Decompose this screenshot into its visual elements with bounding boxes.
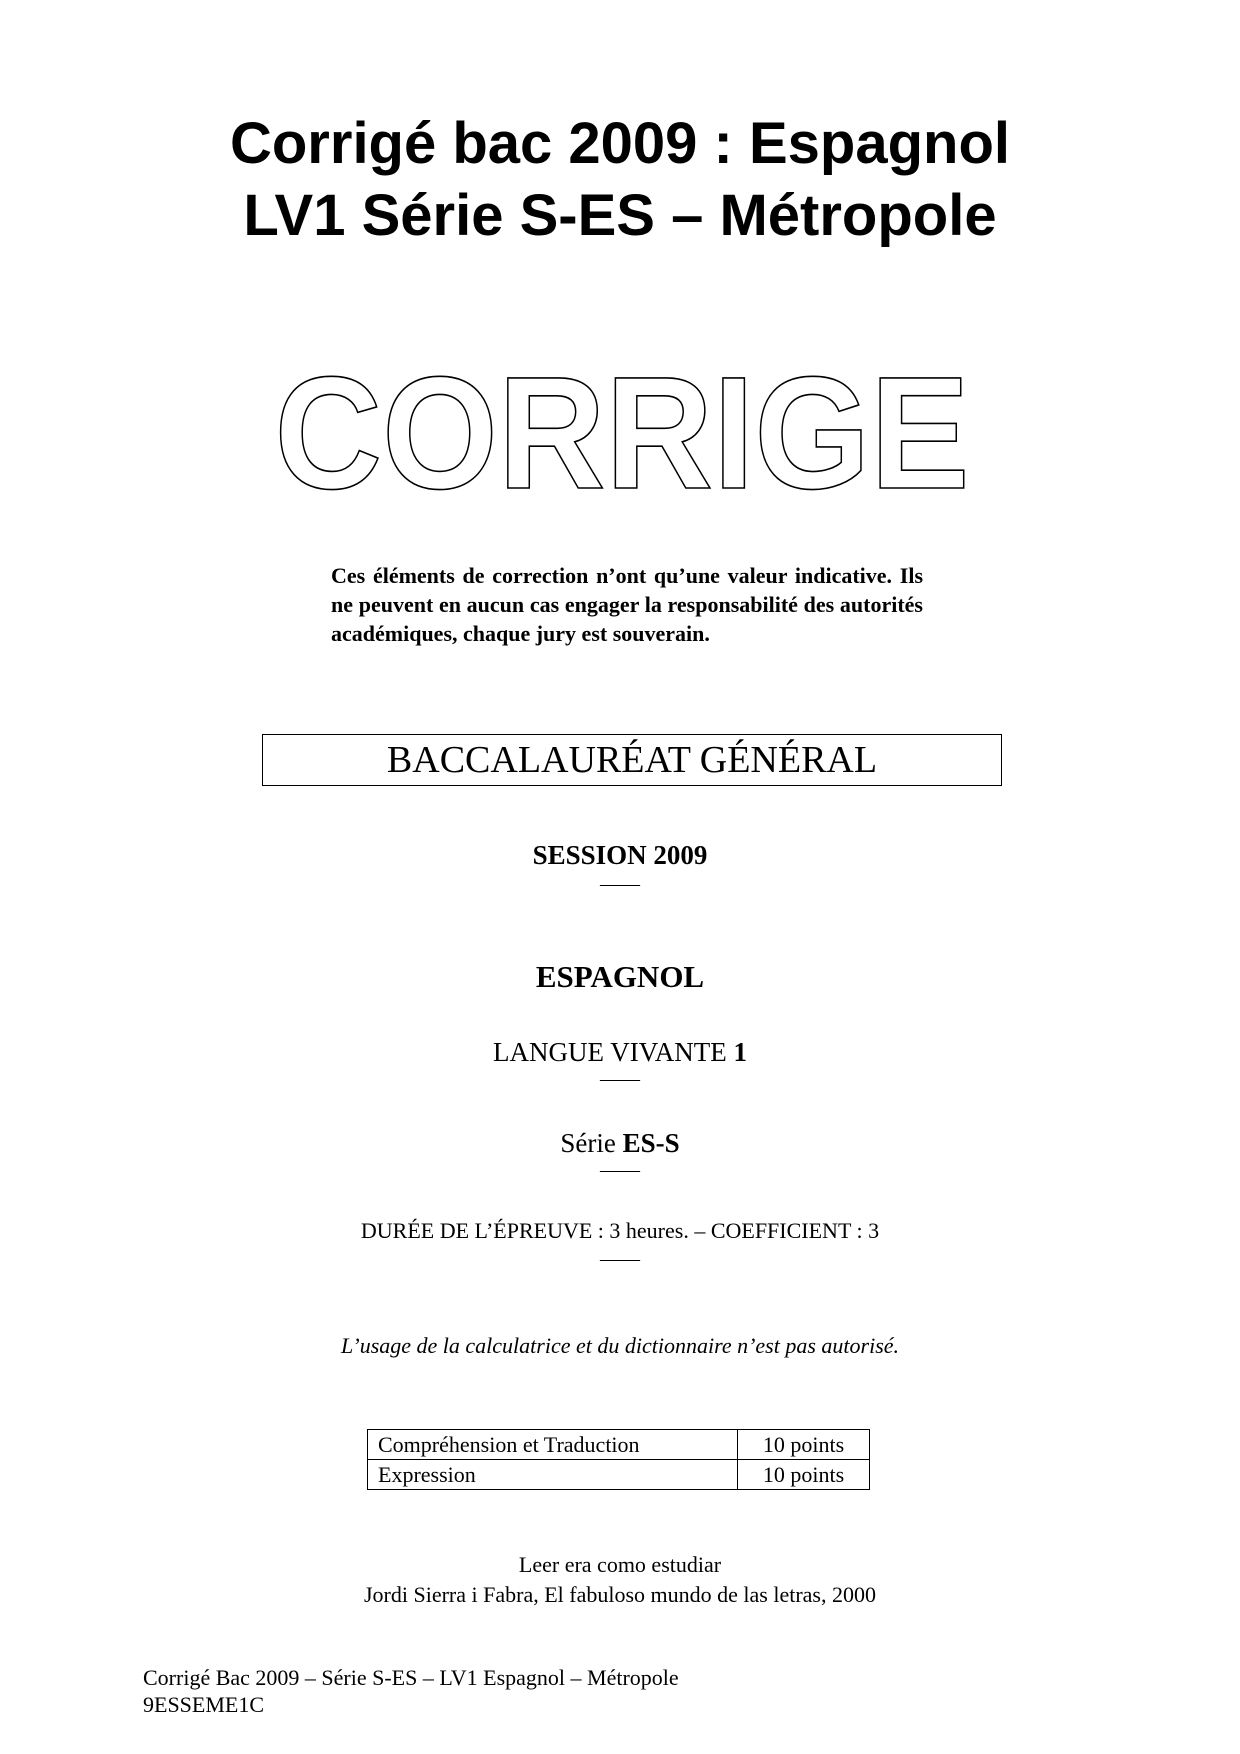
serie-prefix: Série [560, 1128, 623, 1158]
serie-value: ES-S [622, 1128, 680, 1158]
document-title-line-2: LV1 Série S-ES – Métropole [243, 183, 997, 248]
langue-number: 1 [733, 1037, 747, 1067]
separator: —— [600, 1068, 640, 1090]
quote-text: Leer era como estudiar [518, 1552, 722, 1577]
table-row [368, 1430, 870, 1460]
separator: —— [600, 1159, 640, 1181]
exam-heading: BACCALAURÉAT GÉNÉRAL [386, 739, 878, 781]
session-label: SESSION 2009 [532, 840, 708, 870]
duration-coefficient: DURÉE DE L’ÉPREUVE : 3 heures. – COEFFICIENT : 3 [360, 1218, 880, 1243]
points-table [367, 1429, 870, 1490]
points-row-label: Compréhension et Traduction [368, 1430, 738, 1460]
page-footer [143, 1664, 679, 1718]
serie-label [0, 1126, 1240, 1160]
separator: —— [600, 873, 640, 895]
exam-heading-box [262, 734, 1002, 786]
usage-notice: L’usage de la calculatrice et du dictionnaire n’est pas autorisé. [340, 1333, 900, 1358]
footer-line-2: 9ESSEME1C [143, 1692, 265, 1717]
corrige-stamp [270, 370, 975, 500]
points-row-value: 10 points [738, 1460, 870, 1490]
quote-source: Jordi Sierra i Fabra, El fabuloso mundo de las letras, 2000 [363, 1582, 876, 1607]
points-row-label: Expression [368, 1460, 738, 1490]
langue-vivante-label [0, 1035, 1240, 1069]
footer-line-1: Corrigé Bac 2009 – Série S-ES – LV1 Espagnol – Métropole [143, 1665, 679, 1690]
corrige-stamp-text: CORRIGE [274, 370, 970, 500]
table-row [368, 1460, 870, 1490]
disclaimer-text: Ces éléments de correction n’ont qu’une valeur indicative. Ils ne peuvent en aucun cas engager la responsabilité des autorités académiques, chaque jury est souverain. [331, 563, 923, 646]
points-row-value: 10 points [738, 1430, 870, 1460]
separator: —— [600, 1248, 640, 1270]
langue-prefix: LANGUE VIVANTE [493, 1037, 734, 1067]
subject-label: ESPAGNOL [535, 959, 705, 994]
document-title-line-1: Corrigé bac 2009 : Espagnol [229, 111, 1011, 176]
